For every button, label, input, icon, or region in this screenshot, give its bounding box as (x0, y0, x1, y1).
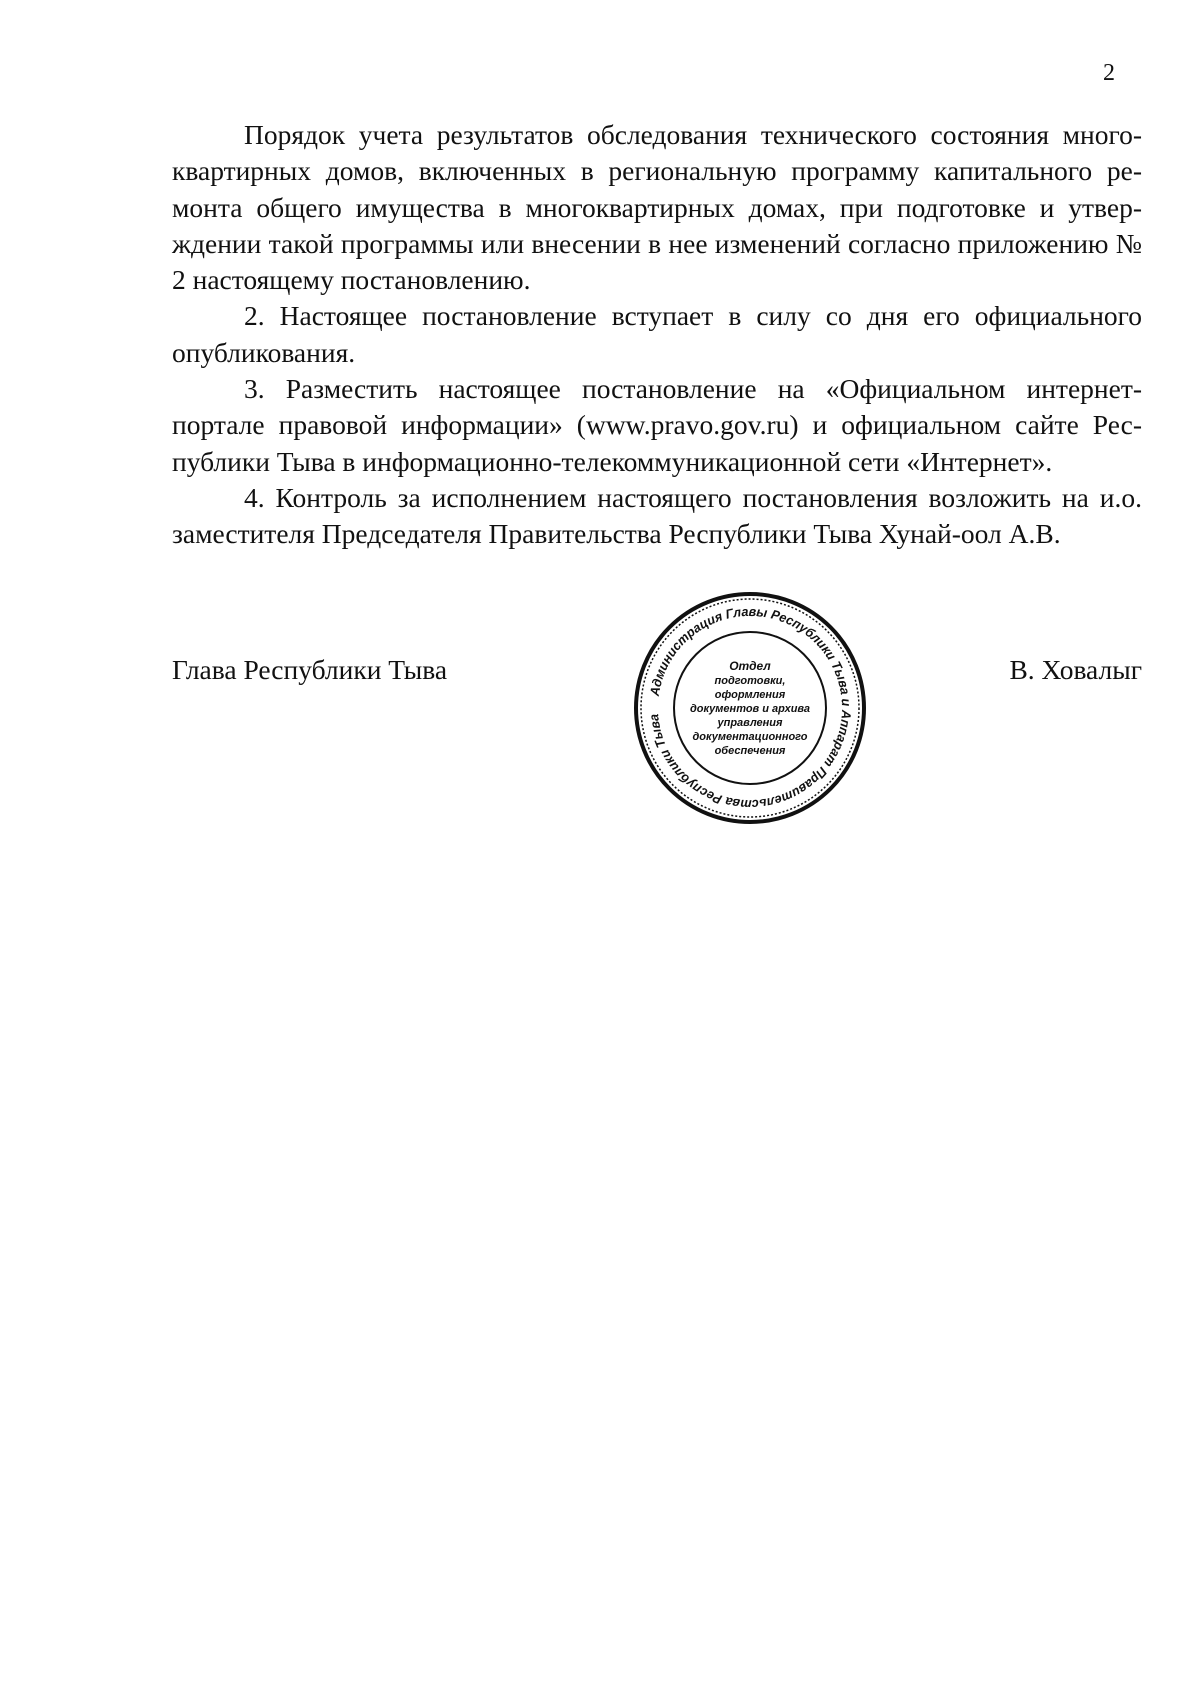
seal-center-line: документов и архива (689, 703, 811, 715)
seal-graphic (630, 588, 870, 828)
document-body (172, 117, 1142, 553)
paragraph-item-2: 2. Настоящее постановление вступает в силу со дня его официального опубликования. (172, 300, 1142, 368)
seal-center-line: Отдел (729, 659, 771, 673)
seal-ring-text-path: Администрация Главы Республики Тыва и Аппарат Правительства Республики Тыва (646, 603, 855, 813)
seal-center-text (690, 659, 810, 757)
paragraph-item-4: 4. Контроль за исполнением настоящего постановления возложить на и.о. заместителя Председателя Правительства Республики Тыва Хунай-оол А.В. (172, 481, 1142, 550)
seal-center-line: обеспечения (714, 745, 786, 757)
paragraph-item-3: 3. Разместить настоящее постановление на «Официальном интернет-портале правовой информации» (www.pravo.gov.ru) и официальном сайте Рес-публики Тыва в информационно-телекоммуникационной сети «Интернет». (172, 373, 1142, 477)
signatory-title: Глава Республики Тыва (172, 654, 448, 685)
page-number: 2 (1103, 60, 1115, 86)
official-seal (630, 588, 870, 828)
seal-center-line: документационного (692, 731, 808, 743)
seal-center-line: управления (717, 717, 783, 729)
paragraph-procedure: Порядок учета результатов обследования технического состояния много-квартирных домов, включенных в региональную программу капитального ре-монта общего имущества в многоквартирных домах, при подготовке и утвер-ждении такой программы или внесении в нее изменений согласно приложению № 2 настоящему постановлению. (172, 119, 1142, 296)
signatory-name: В. Ховалыг (1009, 654, 1142, 685)
seal-center-line: подготовки, (714, 675, 786, 687)
seal-center-line: оформления (714, 689, 786, 701)
